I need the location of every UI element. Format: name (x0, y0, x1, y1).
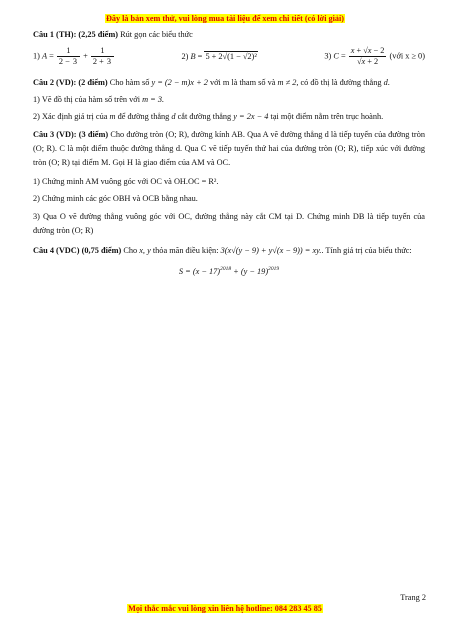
q3-part-1: 1) Chứng minh AM vuông góc với OC và OH.OC = R². (33, 177, 219, 186)
q2-heading: Câu 2 (VD): (2 điểm) (33, 78, 108, 87)
top-banner: Đây là bản xem thử, vui lòng mua tài liệu để xem chi tiết (có lời giải) (105, 14, 344, 23)
q4-heading: Câu 4 (VDC) (0,75 điểm) (33, 246, 122, 255)
q1-expr-2: 2) B = 5 + 2√(1 − √2)² (181, 52, 257, 61)
question-1 (33, 29, 425, 40)
question-2: Câu 2 (VD): (2 điểm) Cho hàm số y = (2 − m)x + 2 với m là tham số và m ≠ 2, có đồ thị là đường thẳng d. (33, 78, 390, 87)
q1-heading: Câu 1 (TH): (2,25 điểm) (33, 30, 119, 39)
question-4: Câu 4 (VDC) (0,75 điểm) Cho x, y thỏa mãn điều kiện: 3(x√(y − 9) + y√(x − 9)) = xy.. Tính giá trị của biểu thức: (33, 246, 412, 255)
hotline-banner: Mọi thắc mắc vui lòng xin liên hệ hotline: 084 283 45 85 (128, 604, 322, 613)
q1-expr-1: 1) A = $\frac{1}{2 - 3}$ + $\frac{1}{2 + 3}$ (33, 46, 115, 67)
q1-expr-3: 3) C = $\frac{x + √x - 2}{√x + 2}$ (với x ≥ 0) (324, 46, 425, 66)
page-number: Trang 2 (400, 593, 426, 602)
q1-expressions (33, 46, 425, 67)
q3-heading: Câu 3 (VD): (3 điểm) (33, 130, 109, 139)
q2-part-2: 2) Xác định giá trị của m để đường thẳng d cắt đường thẳng y = 2x − 4 tại một điểm nằm trên trục hoành. (33, 112, 384, 121)
q1-text: Rút gọn các biểu thức (118, 30, 193, 39)
q2-part-1: 1) Vẽ đồ thị của hàm số trên với m = 3. (33, 95, 165, 104)
question-3: Câu 3 (VD): (3 điểm) Cho đường tròn (O; R), đường kính AB. Qua A vẽ đường thẳng d là tiếp tuyến của đường tròn (O; R). C là một điểm thuộc đường thẳng d. Qua C vẽ tiếp tuyến thứ hai của đường tròn (O; R), tiếp xúc với đường tròn (O; R) tại điểm M. Gọi H là giao điểm của AM và OC. (33, 130, 425, 167)
document-body (33, 29, 425, 277)
q3-part-2: 2) Chứng minh các góc OBH và OCB bằng nhau. (33, 194, 198, 203)
q3-part-3: 3) Qua O vẽ đường thẳng vuông góc với OC, đường thẳng này cắt CM tại D. Chứng minh DB là tiếp tuyến của đường tròn (O; R) (33, 212, 425, 235)
q4-expression: $S = (x - 17)^{2018} + (y - 19)^{2019}$ (178, 266, 280, 276)
